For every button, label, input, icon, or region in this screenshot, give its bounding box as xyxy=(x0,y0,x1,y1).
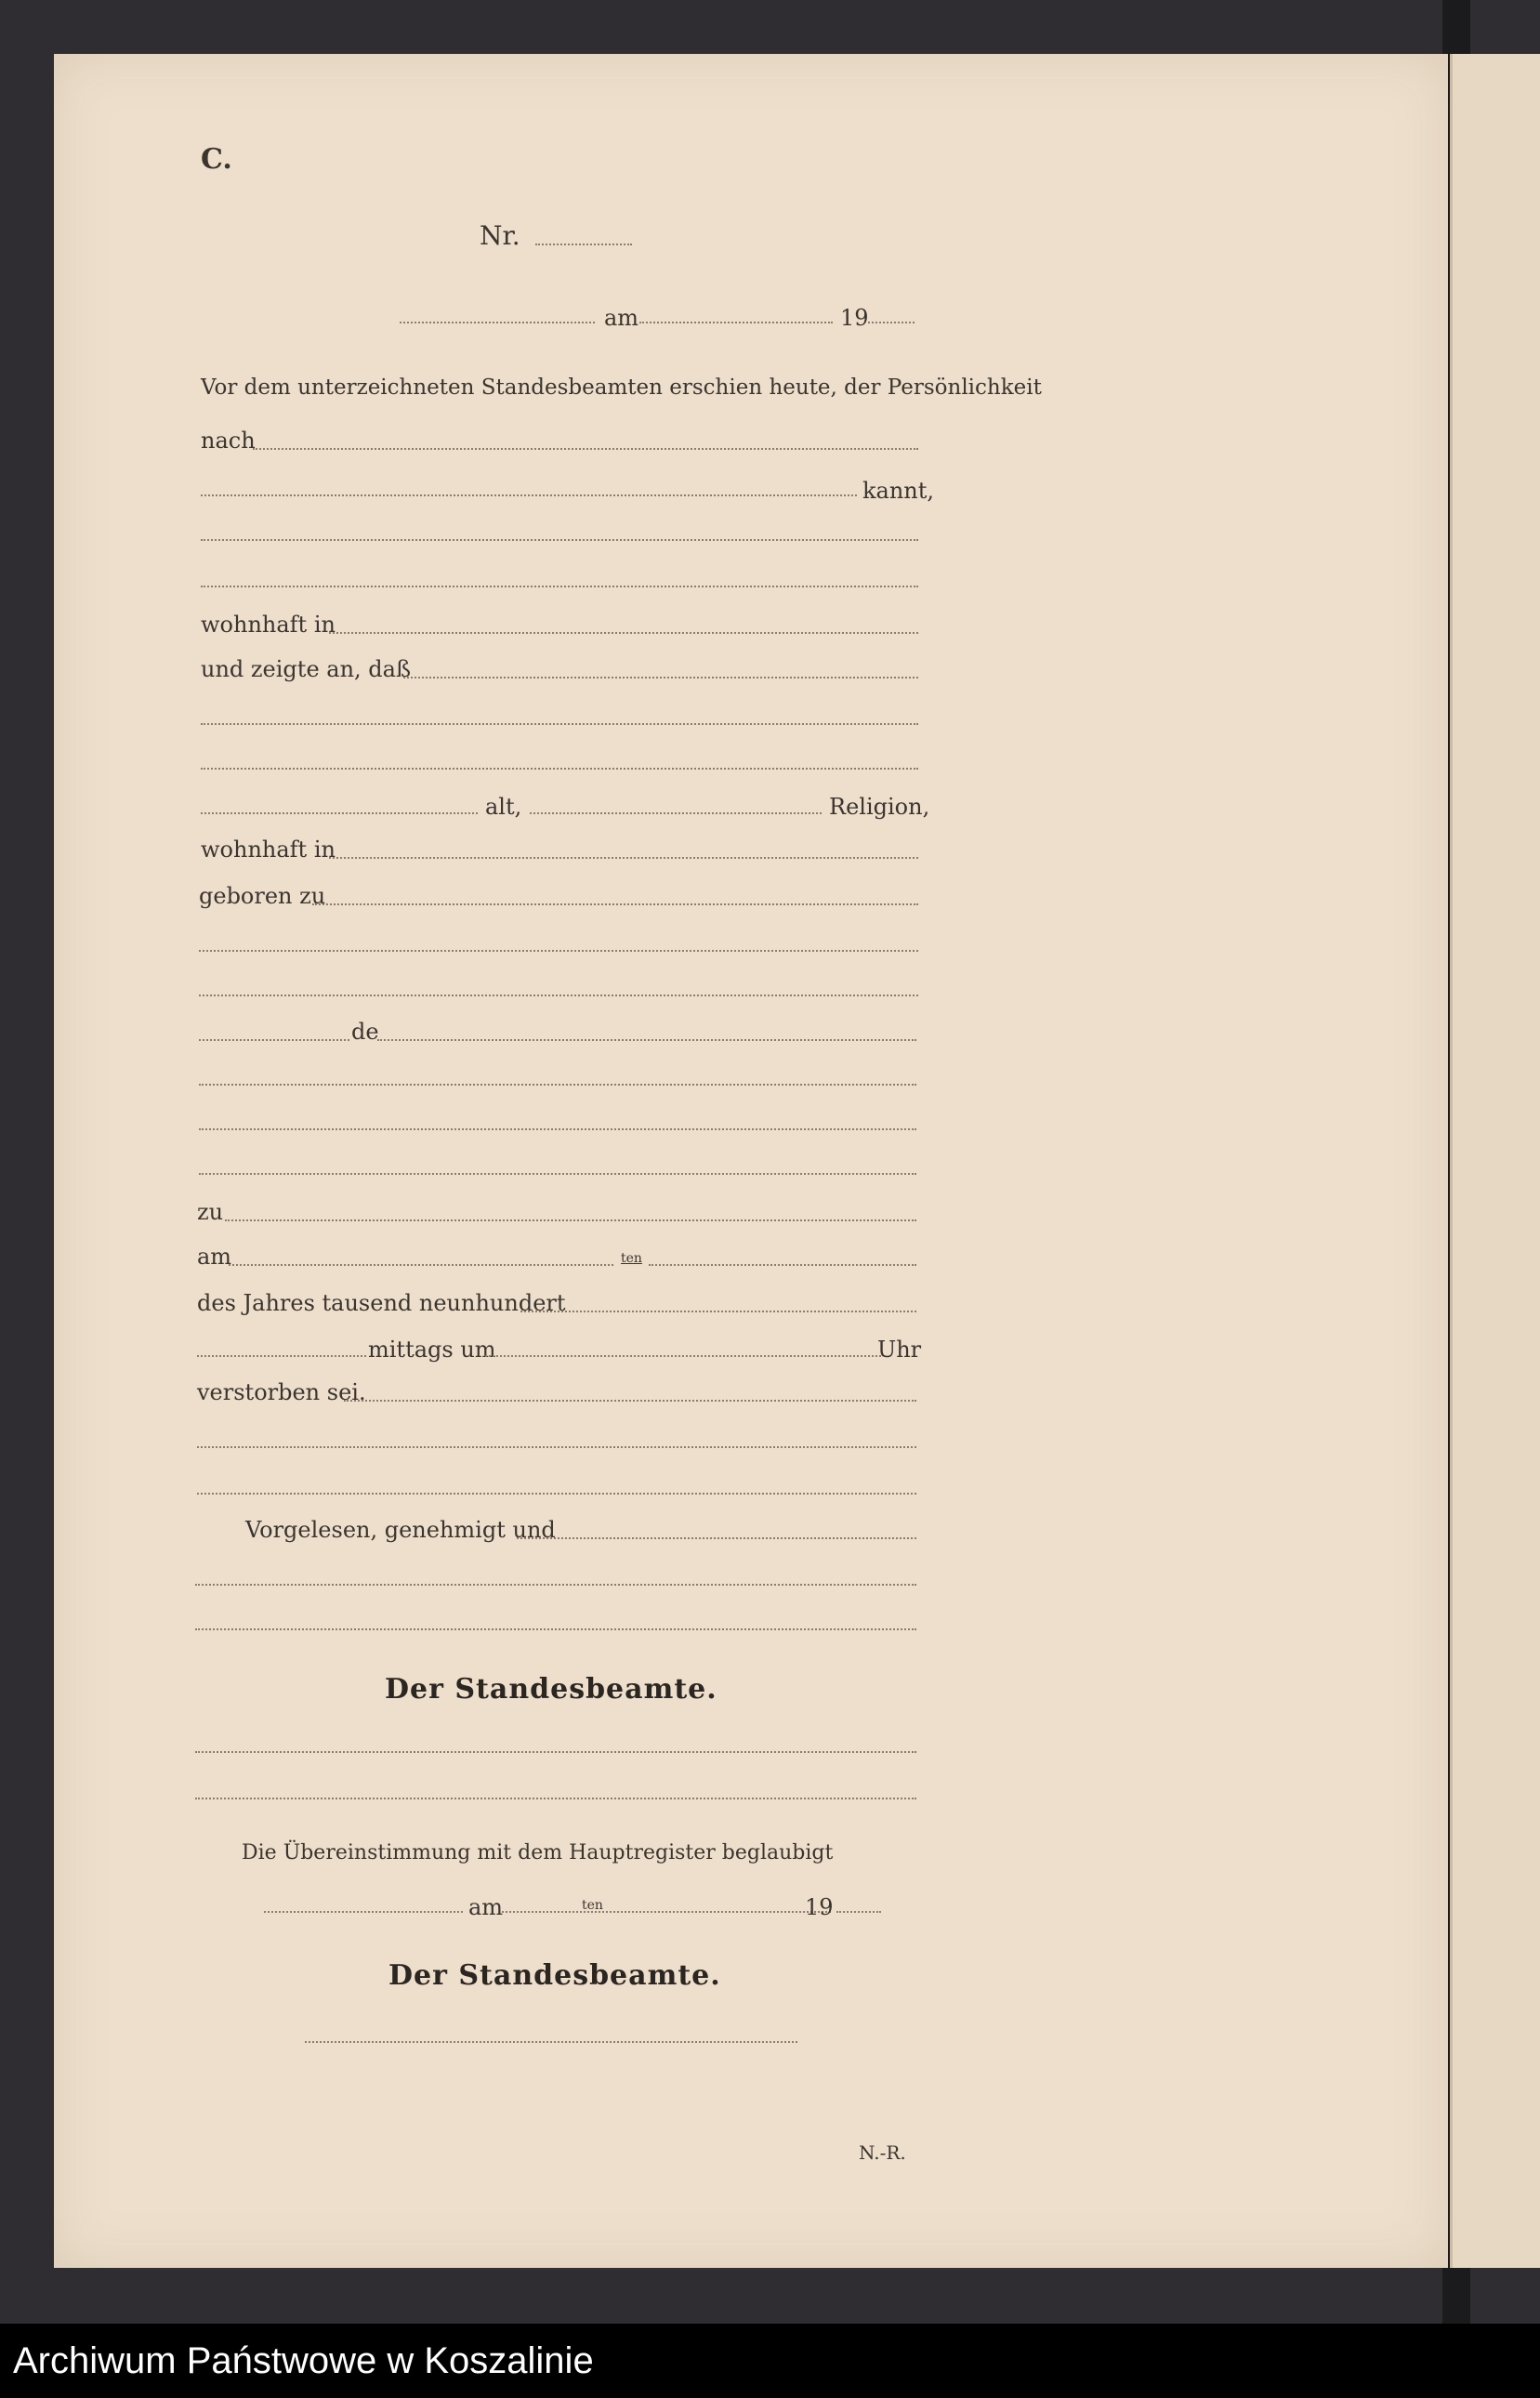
blank-line-9 xyxy=(199,1173,916,1175)
vorgelesen-field-line xyxy=(517,1537,916,1539)
ten-suffix-1: ten xyxy=(621,1251,642,1266)
place-field-line xyxy=(400,322,595,323)
time-field-line xyxy=(485,1355,881,1357)
number-field-line xyxy=(535,244,632,245)
year-field-line xyxy=(868,322,915,323)
date-am-label: am xyxy=(604,305,639,331)
geboren-label: geboren zu xyxy=(199,883,326,909)
age-field-line xyxy=(201,812,478,814)
uebereinstimmung-text: Die Übereinstimmung mit dem Hauptregister beglaubigt xyxy=(242,1841,834,1864)
nach-field-line xyxy=(253,448,918,450)
religion-label: Religion, xyxy=(829,794,930,820)
number-label: Nr. xyxy=(480,220,520,251)
wohnhaft-label-2: wohnhaft in xyxy=(201,837,336,863)
de-label: de xyxy=(351,1019,379,1045)
des-jahres-label: des Jahres tausend neunhundert xyxy=(197,1290,566,1316)
blank-line-1 xyxy=(201,539,918,541)
intro-text: Vor dem unterzeichneten Standesbeamten erschien heute, der Persönlichkeit xyxy=(201,376,1042,400)
blank-line-8 xyxy=(199,1128,916,1130)
certify-am-label: am xyxy=(468,1894,504,1920)
ten-suffix-2: ten xyxy=(582,1898,603,1913)
zu-label: zu xyxy=(197,1199,224,1225)
adjacent-page-edge xyxy=(1450,54,1540,2268)
geboren-field-line xyxy=(312,903,918,905)
form-mark: N.-R. xyxy=(859,2141,906,2164)
de-field-line-b xyxy=(377,1039,916,1041)
month-field-line xyxy=(649,1264,916,1266)
blank-line-5 xyxy=(199,950,918,952)
blank-line-6 xyxy=(199,995,918,996)
signature-line-2 xyxy=(195,1628,916,1630)
zeigte-an-field-line xyxy=(403,677,918,679)
uhr-label: Uhr xyxy=(877,1337,922,1363)
form-letter: C. xyxy=(201,143,232,176)
date-field-line xyxy=(639,322,833,323)
final-signature-line xyxy=(305,2041,797,2043)
verstorben-label: verstorben sei. xyxy=(197,1379,366,1405)
day-field-line xyxy=(229,1264,613,1266)
certify-place-line xyxy=(264,1911,463,1913)
wohnhaft-field-line-2 xyxy=(329,857,918,859)
am-label-2: am xyxy=(197,1244,232,1270)
verstorben-field-line xyxy=(344,1400,916,1402)
kannt-label: kannt, xyxy=(862,478,935,504)
certify-year-line xyxy=(836,1911,881,1913)
blank-line-4 xyxy=(201,768,918,770)
des-jahres-field-line xyxy=(520,1311,916,1312)
zeigte-an-label: und zeigte an, daß xyxy=(201,656,411,682)
wohnhaft-field-line-1 xyxy=(329,632,918,634)
archive-name: Archiwum Państwowe w Koszalinie xyxy=(13,2340,594,2381)
blank-line-2 xyxy=(201,586,918,587)
blank-line-10 xyxy=(197,1446,916,1448)
de-field-line-a xyxy=(199,1039,349,1041)
blank-line-11 xyxy=(197,1493,916,1495)
mittags-prefix-line xyxy=(197,1355,366,1357)
certify-year-prefix: 19 xyxy=(805,1894,834,1920)
archive-footer-bar xyxy=(0,2324,1540,2398)
official-signature-line-1 xyxy=(195,1751,916,1753)
standesbeamte-heading-2: Der Standesbeamte. xyxy=(388,1959,721,1992)
mittags-um-label: mittags um xyxy=(368,1337,496,1363)
nach-label: nach xyxy=(201,428,256,454)
kannt-field-line xyxy=(201,494,857,496)
signature-line-1 xyxy=(195,1584,916,1586)
certify-date-line xyxy=(502,1911,831,1913)
official-signature-line-2 xyxy=(195,1798,916,1799)
wohnhaft-label-1: wohnhaft in xyxy=(201,612,336,638)
standesbeamte-heading-1: Der Standesbeamte. xyxy=(385,1673,717,1706)
vorgelesen-label: Vorgelesen, genehmigt und xyxy=(245,1517,556,1543)
blank-line-7 xyxy=(199,1084,916,1086)
year-prefix: 19 xyxy=(840,305,869,331)
alt-label: alt, xyxy=(485,794,522,820)
blank-line-3 xyxy=(201,723,918,725)
religion-field-line xyxy=(530,812,822,814)
zu-field-line xyxy=(225,1219,916,1221)
form-page xyxy=(54,54,1448,2268)
